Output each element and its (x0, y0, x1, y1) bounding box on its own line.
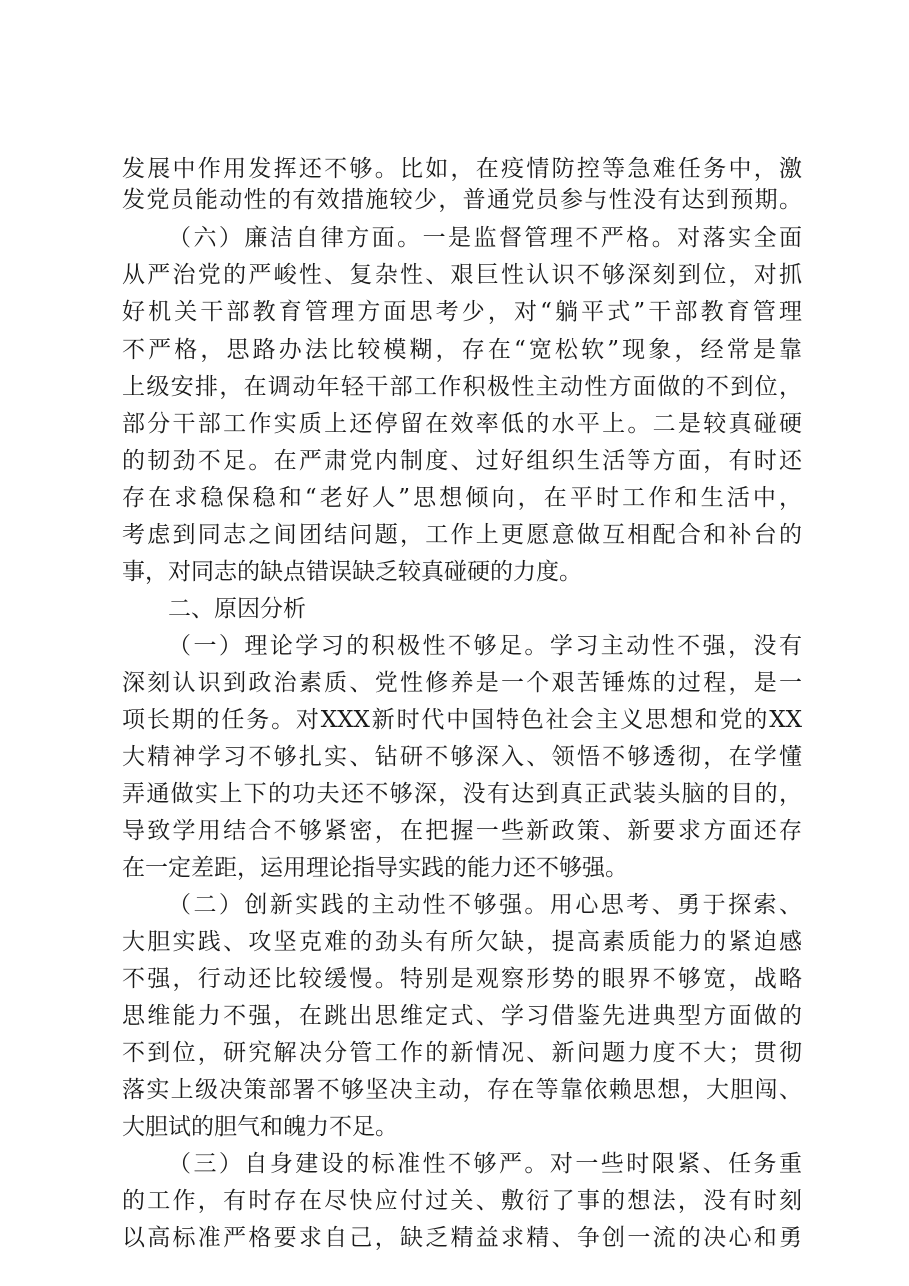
text-line: 弄通做实上下的功夫还不够深，没有达到真正武装头脑的目的， (122, 781, 802, 807)
text-line: 发党员能动性的有效措施较少，普通党员参与性没有达到预期。 (122, 187, 802, 213)
text-line: 不到位，研究解决分管工作的新情况、新问题力度不大；贯彻 (122, 1040, 802, 1066)
text-line: 项长期的任务。对XXX新时代中国特色社会主义思想和党的XX (122, 707, 802, 733)
section-heading-line: （二）创新实践的主动性不够强。用心思考、勇于探索、 (168, 892, 802, 918)
section-heading-line: （三）自身建设的标准性不够严。对一些时限紧、任务重 (168, 1151, 802, 1177)
text-line: 深刻认识到政治素质、党性修养是一个艰苦锤炼的过程，是一 (122, 670, 802, 696)
text-line: 的工作，有时存在尽快应付过关、敷衍了事的想法，没有时刻 (122, 1188, 802, 1214)
section-title: 二、原因分析 (168, 596, 306, 622)
section-heading-line: （六）廉洁自律方面。一是监督管理不严格。对落实全面 (168, 225, 802, 251)
text-line: 考虑到同志之间团结问题，工作上更愿意做互相配合和补台的 (122, 522, 802, 548)
text-line: 导致学用结合不够紧密，在把握一些新政策、新要求方面还存 (122, 818, 802, 844)
text-line: 大胆实践、攻坚克难的劲头有所欠缺，提高素质能力的紧迫感 (122, 929, 802, 955)
text-line: 大胆试的胆气和魄力不足。 (122, 1114, 398, 1140)
text-line: 存在求稳保稳和“老好人”思想倾向，在平时工作和生活中， (122, 485, 802, 511)
text-line: 落实上级决策部署不够坚决主动，存在等靠依赖思想，大胆闯、 (122, 1077, 802, 1103)
text-line: 从严治党的严峻性、复杂性、艰巨性认识不够深刻到位，对抓 (122, 262, 802, 288)
text-line: 部分干部工作实质上还停留在效率低的水平上。二是较真碰硬 (122, 411, 802, 437)
text-line: 在一定差距，运用理论指导实践的能力还不够强。 (122, 855, 628, 881)
text-line: 思维能力不强，在跳出思维定式、学习借鉴先进典型方面做的 (122, 1003, 802, 1029)
section-heading-line: （一）理论学习的积极性不够足。学习主动性不强，没有 (168, 633, 802, 659)
text-line: 好机关干部教育管理方面思考少，对“躺平式”干部教育管理 (122, 299, 802, 325)
text-line: 事，对同志的缺点错误缺乏较真碰硬的力度。 (122, 559, 582, 585)
text-line: 大精神学习不够扎实、钻研不够深入、领悟不够透彻，在学懂 (122, 744, 802, 770)
text-line: 发展中作用发挥还不够。比如，在疫情防控等急难任务中，激 (122, 156, 802, 182)
text-line: 不严格，思路办法比较模糊，存在“宽松软”现象，经常是靠 (122, 337, 802, 363)
text-line: 以高标准严格要求自己，缺乏精益求精、争创一流的决心和勇 (122, 1225, 802, 1251)
text-line: 上级安排，在调动年轻干部工作积极性主动性方面做的不到位， (122, 374, 802, 400)
text-line: 不强，行动还比较缓慢。特别是观察形势的眼界不够宽，战略 (122, 966, 802, 992)
text-line: 的韧劲不足。在严肃党内制度、过好组织生活等方面，有时还 (122, 448, 802, 474)
